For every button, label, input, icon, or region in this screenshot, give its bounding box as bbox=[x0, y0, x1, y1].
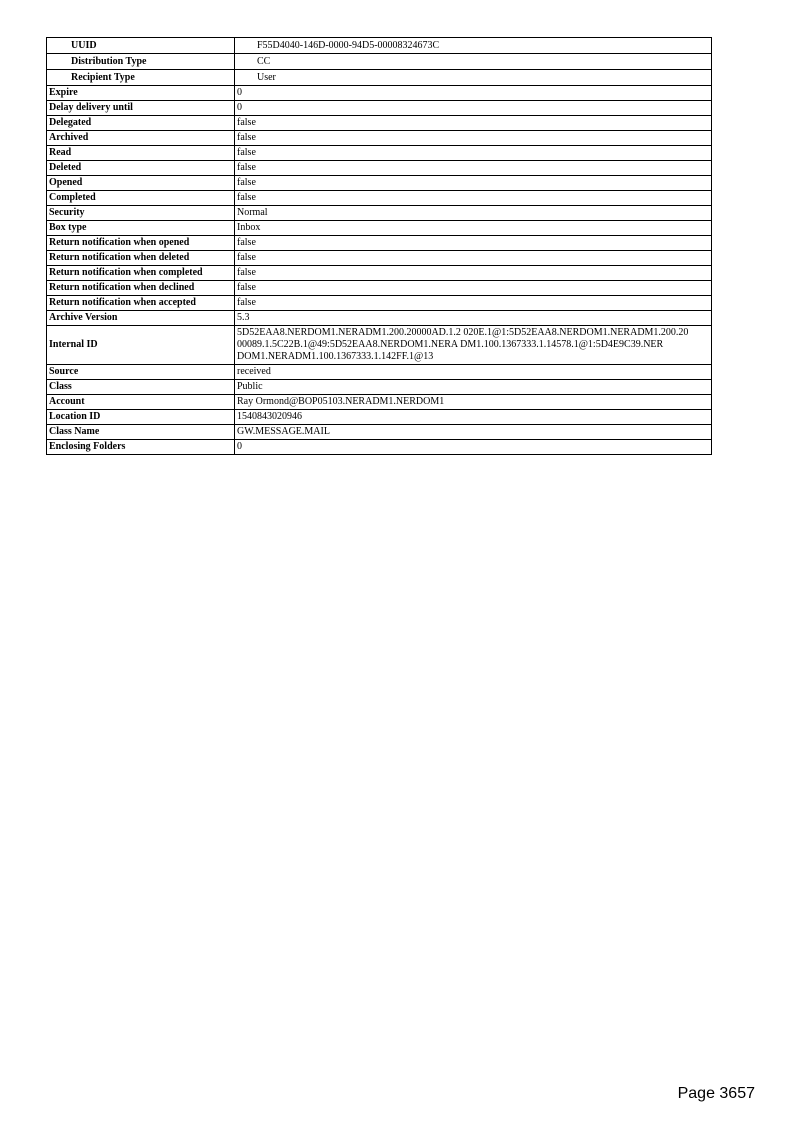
table-row bbox=[47, 440, 712, 455]
row-label: Box type bbox=[47, 221, 235, 236]
row-label: Expire bbox=[47, 86, 235, 101]
row-label: Opened bbox=[47, 176, 235, 191]
row-value: false bbox=[235, 296, 712, 311]
table-row bbox=[47, 380, 712, 395]
row-label: Internal ID bbox=[47, 326, 235, 365]
row-label: Delegated bbox=[47, 116, 235, 131]
row-label: Location ID bbox=[47, 410, 235, 425]
row-label: Read bbox=[47, 146, 235, 161]
row-value: Inbox bbox=[235, 221, 712, 236]
row-value: received bbox=[235, 365, 712, 380]
row-value: 0 bbox=[235, 86, 712, 101]
row-value: Normal bbox=[235, 206, 712, 221]
table-row bbox=[47, 296, 712, 311]
table-row bbox=[47, 116, 712, 131]
row-label: Completed bbox=[47, 191, 235, 206]
row-label: Return notification when opened bbox=[47, 236, 235, 251]
row-value: false bbox=[235, 236, 712, 251]
row-value: 5D52EAA8.NERDOM1.NERADM1.200.20000AD.1.2 020E.1@1:5D52EAA8.NERDOM1.NERADM1.200.20 00089.1.5C22B.1@49:5D52EAA8.NERDOM1.NERA DM1.100.1367333.1.14578.1@1:5D4E9C39.NER DOM1.NERADM1.100.1367333.1.142FF.1@13 bbox=[235, 326, 712, 365]
row-value: false bbox=[235, 116, 712, 131]
row-value: false bbox=[235, 191, 712, 206]
row-label: Account bbox=[47, 395, 235, 410]
row-label: Class Name bbox=[47, 425, 235, 440]
table-row bbox=[47, 395, 712, 410]
row-value: CC bbox=[235, 54, 712, 70]
row-value: User bbox=[235, 70, 712, 86]
row-label: Return notification when declined bbox=[47, 281, 235, 296]
table-row bbox=[47, 38, 712, 54]
row-value: 0 bbox=[235, 440, 712, 455]
row-label: Archive Version bbox=[47, 311, 235, 326]
row-label: Class bbox=[47, 380, 235, 395]
table-row bbox=[47, 281, 712, 296]
table-row bbox=[47, 206, 712, 221]
row-label: Source bbox=[47, 365, 235, 380]
row-value: GW.MESSAGE.MAIL bbox=[235, 425, 712, 440]
table-row bbox=[47, 161, 712, 176]
row-value: 0 bbox=[235, 101, 712, 116]
table-row bbox=[47, 410, 712, 425]
table-row bbox=[47, 266, 712, 281]
row-label: UUID bbox=[47, 38, 235, 54]
table-row bbox=[47, 101, 712, 116]
table-row bbox=[47, 236, 712, 251]
row-label: Return notification when deleted bbox=[47, 251, 235, 266]
row-value: false bbox=[235, 176, 712, 191]
table-row bbox=[47, 86, 712, 101]
row-value: false bbox=[235, 266, 712, 281]
table-row bbox=[47, 326, 712, 365]
row-value: Public bbox=[235, 380, 712, 395]
row-value: Ray Ormond@BOP05103.NERADM1.NERDOM1 bbox=[235, 395, 712, 410]
row-value: false bbox=[235, 131, 712, 146]
table-row bbox=[47, 425, 712, 440]
row-label: Distribution Type bbox=[47, 54, 235, 70]
row-value: false bbox=[235, 161, 712, 176]
row-label: Recipient Type bbox=[47, 70, 235, 86]
row-value: false bbox=[235, 146, 712, 161]
row-label: Return notification when completed bbox=[47, 266, 235, 281]
row-label: Security bbox=[47, 206, 235, 221]
row-label: Enclosing Folders bbox=[47, 440, 235, 455]
page-number: Page 3657 bbox=[677, 1085, 755, 1102]
properties-table bbox=[46, 37, 712, 455]
row-value: false bbox=[235, 251, 712, 266]
row-value: false bbox=[235, 281, 712, 296]
row-value: 5.3 bbox=[235, 311, 712, 326]
table-row bbox=[47, 54, 712, 70]
row-value: 1540843020946 bbox=[235, 410, 712, 425]
table-row bbox=[47, 176, 712, 191]
table-row bbox=[47, 146, 712, 161]
row-value: F55D4040-146D-0000-94D5-00008324673C bbox=[235, 38, 712, 54]
table-row bbox=[47, 221, 712, 236]
row-label: Return notification when accepted bbox=[47, 296, 235, 311]
row-label: Delay delivery until bbox=[47, 101, 235, 116]
table-row bbox=[47, 251, 712, 266]
table-row bbox=[47, 70, 712, 86]
row-label: Archived bbox=[47, 131, 235, 146]
table-row bbox=[47, 131, 712, 146]
table-row bbox=[47, 365, 712, 380]
table-row bbox=[47, 191, 712, 206]
row-label: Deleted bbox=[47, 161, 235, 176]
table-row bbox=[47, 311, 712, 326]
